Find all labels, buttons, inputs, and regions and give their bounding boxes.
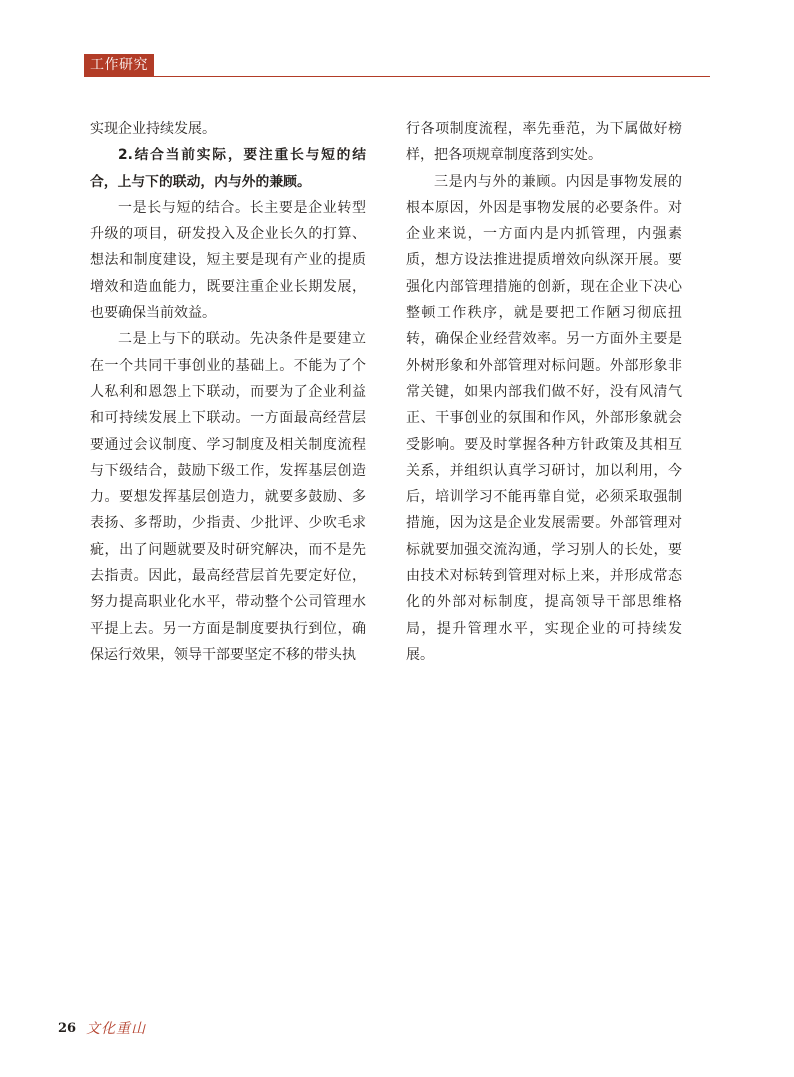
- page-footer: [58, 1018, 146, 1038]
- paragraph: 一是长与短的结合。长主要是企业转型升级的项目，研发投入及企业长久的打算、想法和制度建设，短主要是现有产业的提质增效和造血能力，既要注重企业长期发展，也要确保当前效益。: [90, 199, 366, 322]
- right-column: [406, 116, 682, 668]
- section-tag: 工作研究: [84, 54, 154, 76]
- left-column: [90, 116, 366, 668]
- paragraph: 实现企业持续发展。: [90, 121, 216, 137]
- paragraph: 三是内与外的兼顾。内因是事物发展的根本原因，外因是事物发展的必要条件。对企业来说，一方面内是内抓管理，内强素质，想方设法推进提质增效向纵深开展。要强化内部管理措施的创新，现在企业下决心整顿工作秩序，就是要把工作陋习彻底扭转，确保企业经营效率。另一方面外主要是外树形象和外部管理对标问题。外部形象非常关键，如果内部我们做不好，没有风清气正、干事创业的氛围和作风，外部形象就会受影响。要及时掌握各种方针政策及其相互关系，并组织认真学习研讨，加以利用，今后，培训学习不能再靠自觉，必须采取强制措施，因为这是企业发展需要。外部管理对标就要加强交流沟通，学习别人的长处，要由技术对标转到管理对标上来，并形成常态化的外部对标制度，提高领导干部思维格局，提升管理水平，实现企业的可持续发展。: [406, 173, 682, 663]
- page-number: 26: [58, 1020, 77, 1036]
- paragraph: 二是上与下的联动。先决条件是要建立在一个共同干事创业的基础上。不能为了个人私利和恩怨上下联动，而要为了企业利益和可持续发展上下联动。一方面最高经营层要通过会议制度、学习制度及相关制度流程与下级结合，鼓励下级工作，发挥基层创造力。要想发挥基层创造力，就要多鼓励、多表扬、多帮助，少指责、少批评、少吹毛求疵，出了问题就要及时研究解决，而不是先去指责。因此，最高经营层首先要定好位，努力提高职业化水平，带动整个公司管理水平提上去。另一方面是制度要执行到位，确保运行效果，领导干部要坚定不移的带头执: [90, 331, 366, 663]
- paragraph: 行各项制度流程，率先垂范，为下属做好榜样，把各项规章制度落到实处。: [406, 121, 682, 164]
- header-rule: [84, 76, 710, 77]
- publication-logo: 文化重山: [86, 1021, 147, 1037]
- section-subheading: 2.结合当前实际，要注重长与短的结合，上与下的联动，内与外的兼顾。: [90, 147, 366, 190]
